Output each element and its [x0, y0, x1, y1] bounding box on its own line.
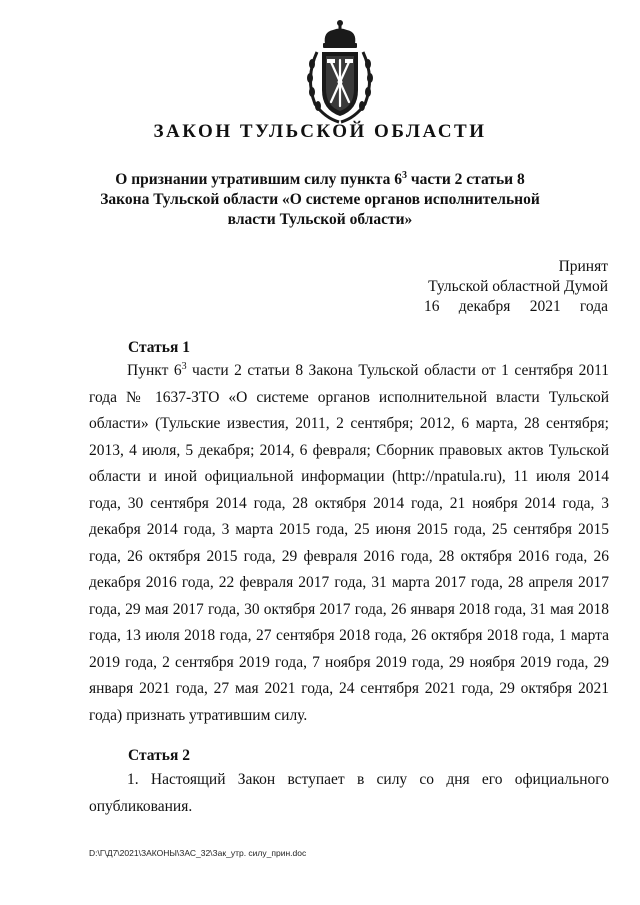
adoption-year-word: года [579, 298, 608, 315]
subject-text-part1: О признании утратившим силу пункта 6 [115, 171, 403, 188]
coat-of-arms-icon [303, 18, 377, 126]
file-path-footer: D:\Г\Д7\2021\ЗАКОНЫ\ЗАС_32\Зак_утр. силу_прин.doc [89, 848, 307, 858]
subject-text-part2: части 2 статьи 8 Закона Тульской области «О системе органов исполнительной власти Тульской области» [100, 171, 540, 228]
article-1-text [89, 358, 609, 729]
article-1-heading: Статья 1 [128, 339, 190, 356]
adoption-date [424, 297, 608, 317]
adoption-year: 2021 [529, 298, 561, 315]
adopted-by: Тульской областной Думой [428, 278, 608, 295]
article-1-text-rest: части 2 статьи 8 Закона Тульской области от 1 сентября 2011 года № 1637-ЗТО «О системе органов исполнительной власти Тульской области» (Тульские известия, 2011, 2 сентября; 2012, 6 марта, 28 сентября; 2013, 4 июля, 5 декабря; 2014, 6 февраля; Сборник правовых актов Тульской области и иной официальной информации (http://npatula.ru), 11 июля 2014 года, 30 сентября 2014 года, 28 октября 2014 года, 21 ноября 2014 года, 3 декабря 2014 года, 3 марта 2015 года, 25 июня 2015 года, 25 сентября 2015 года, 26 октября 2015 года, 29 февраля 2016 года, 28 октября 2016 года, 26 декабря 2016 года, 22 февраля 2017 года, 31 марта 2017 года, 28 апреля 2017 года, 29 мая 2017 года, 30 октября 2017 года, 26 января 2018 года, 31 мая 2018 года, 13 июля 2018 года, 27 сентября 2018 года, 26 октября 2018 года, 1 марта 2019 года, 2 сентября 2019 года, 7 ноября 2019 года, 29 ноября 2019 года, 29 января 2021 года, 27 мая 2021 года, 24 сентября 2021 года, 29 октября 2021 года) признать утратившим силу. [89, 362, 609, 724]
article-1-superscript: 3 [181, 360, 187, 372]
subject-superscript: 3 [402, 169, 408, 181]
adoption-month: декабря [458, 298, 511, 315]
law-subject [100, 170, 540, 230]
article-1-text-start: Пункт 6 [127, 362, 182, 379]
adoption-day: 16 [424, 298, 440, 315]
adoption-block [424, 257, 608, 317]
adopted-label: Принят [558, 258, 608, 275]
article-2-text: 1. Настоящий Закон вступает в силу со дня его официального опубликования. [89, 771, 609, 815]
law-title: ЗАКОН ТУЛЬСКОЙ ОБЛАСТИ [153, 121, 487, 142]
article-2-heading: Статья 2 [128, 747, 190, 764]
